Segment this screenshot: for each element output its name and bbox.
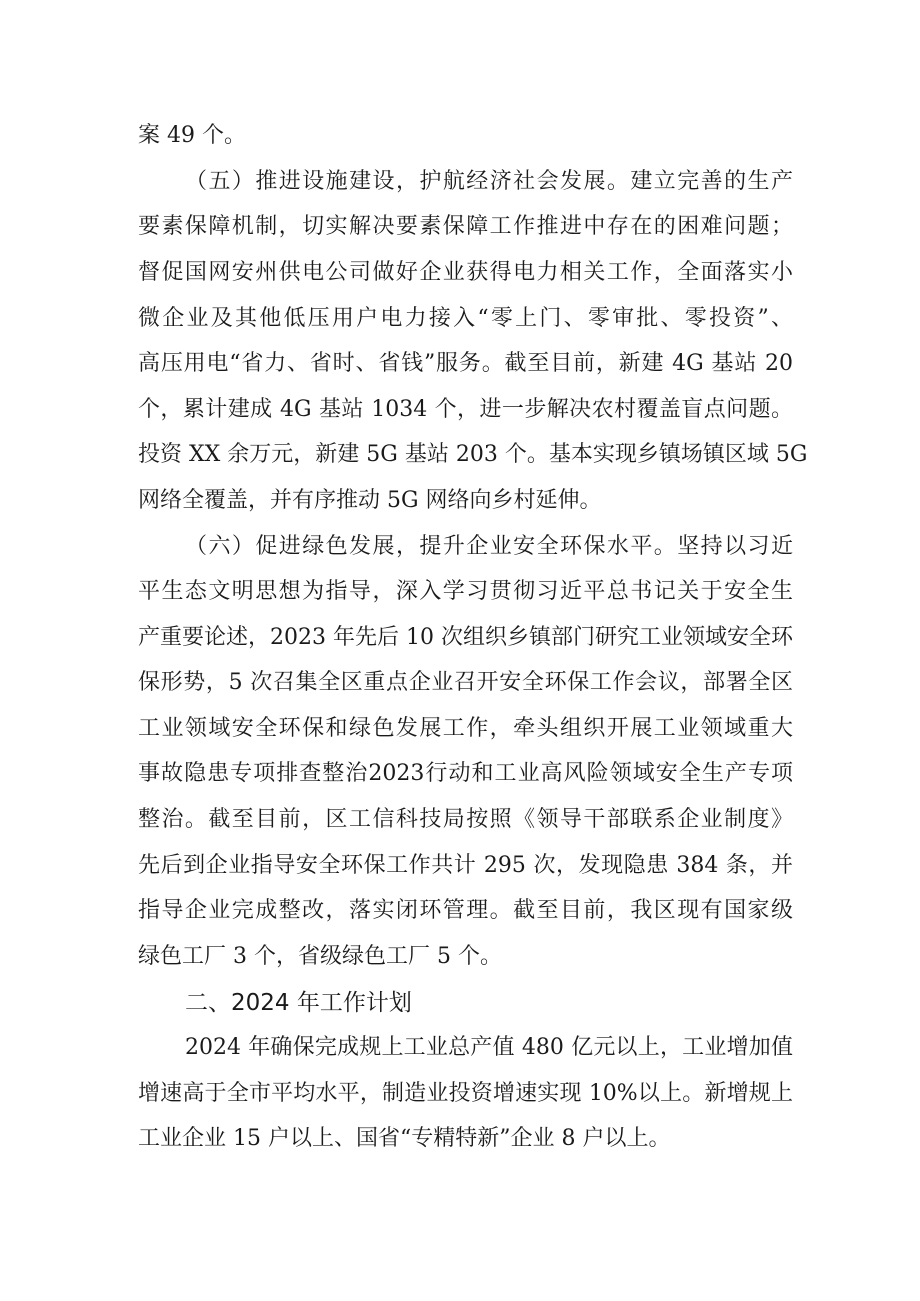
paragraph-line: 平生态文明思想为指导，深入学习贯彻习近平总书记关于安全生 [138,579,793,604]
paragraph-line: 事故隐患专项排查整治2023行动和工业高风险领域安全生产专项 [138,761,793,786]
paragraph-line: 要素保障机制，切实解决要素保障工作推进中存在的困难问题； [138,214,793,239]
paragraph-line: 指导企业完成整改，落实闭环管理。截至目前，我区现有国家级 [138,898,793,923]
paragraph-line: （五）推进设施建设，护航经济社会发展。建立完善的生产 [185,169,793,194]
paragraph-line: 督促国网安州供电公司做好企业获得电力相关工作，全面落实小 [138,260,793,285]
paragraph-line: 案 49 个。 [138,123,246,148]
paragraph-line: 整治。截至目前，区工信科技局按照《领导干部联系企业制度》 [138,807,793,832]
paragraph-line: 投资 XX 余万元，新建 5G 基站 203 个。基本实现乡镇场镇区域 5G [138,442,808,467]
paragraph-line: 2024 年确保完成规上工业总产值 480 亿元以上，工业增加值 [185,1035,793,1060]
paragraph-line: 工业领域安全环保和绿色发展工作，牵头组织开展工业领域重大 [138,716,793,741]
paragraph-line: 绿色工厂 3 个，省级绿色工厂 5 个。 [138,944,502,969]
paragraph-line: 先后到企业指导安全环保工作共计 295 次，发现隐患 384 条，并 [138,853,793,878]
paragraph-line: （六）促进绿色发展，提升企业安全环保水平。坚持以习近 [185,534,793,559]
paragraph-line: 保形势，5 次召集全区重点企业召开安全环保工作会议，部署全区 [138,670,793,695]
paragraph-line: 工业企业 15 户以上、国省“专精特新”企业 8 户以上。 [138,1126,671,1151]
paragraph-line: 增速高于全市平均水平，制造业投资增速实现 10%以上。新增规上 [138,1081,793,1106]
section-heading: 二、2024 年工作计划 [185,990,412,1016]
paragraph-line: 个，累计建成 4G 基站 1034 个，进一步解决农村覆盖盲点问题。 [138,397,793,422]
paragraph-line: 产重要论述，2023 年先后 10 次组织乡镇部门研究工业领域安全环 [138,625,793,650]
paragraph-line: 高压用电“省力、省时、省钱”服务。截至目前，新建 4G 基站 20 [138,351,793,376]
paragraph-line: 网络全覆盖，并有序推动 5G 网络向乡村延伸。 [138,488,602,513]
paragraph-line: 微企业及其他低压用户电力接入“零上门、零审批、零投资”、 [138,306,793,331]
